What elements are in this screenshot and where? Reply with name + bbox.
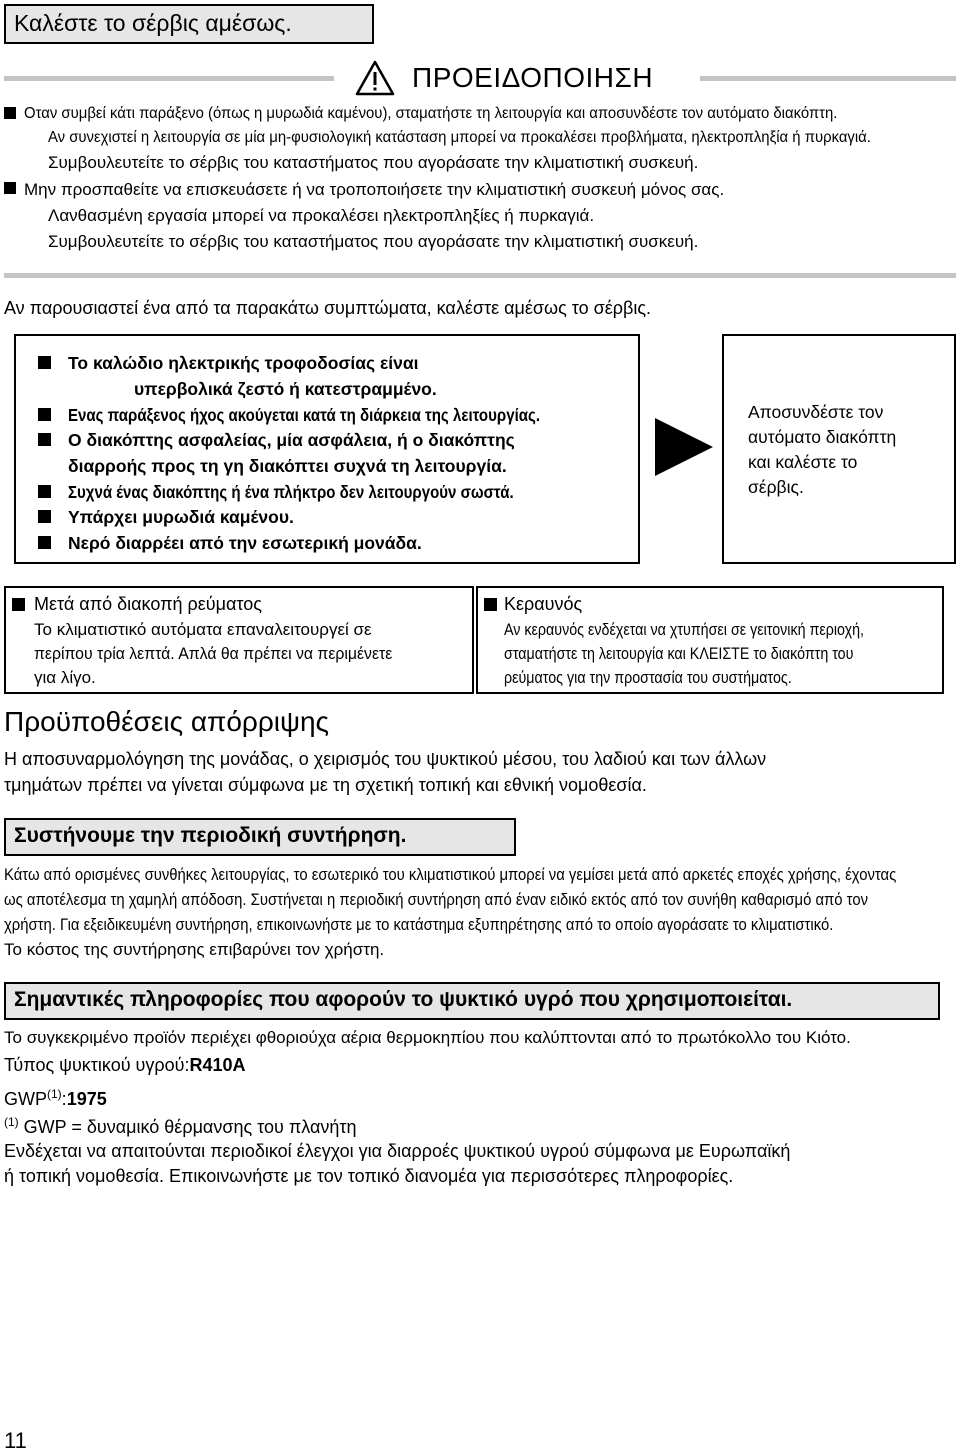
action-box (722, 334, 956, 564)
action-line-1: Αποσυνδέστε τον (748, 402, 884, 422)
warning-rule-right (700, 76, 956, 81)
symptom-5: Υπάρχει μυρωδιά καμένου. (68, 507, 294, 527)
symptom-1-icon (38, 356, 51, 375)
refrigerant-line-6: ή τοπική νομοθεσία. Επικοινωνήστε με τον τοπικό διανομέα για περισσότερες πληροφορίες. (4, 1166, 734, 1186)
action-line-4: σέρβις. (748, 477, 804, 497)
lightning-icon (484, 598, 497, 617)
disposal-line-1: Η αποσυναρμολόγηση της μονάδας, ο χειρισμός του ψυκτικού μέσου, του λαδιού και των άλλων (4, 749, 767, 769)
gwp-footnote-marker: (1) (47, 1087, 62, 1101)
power-cut-line-3: για λίγο. (34, 668, 96, 687)
maintenance-title-box (4, 818, 516, 856)
warning-bullet-1-icon (4, 107, 16, 125)
warning-bullet-2-line-1: Μην προσπαθείτε να επισκευάσετε ή να τροποποιήσετε την κλιματιστική συσκευή μόνος σας. (24, 180, 725, 199)
maintenance-cost: Το κόστος της συντήρησης επιβαρύνει τον χρήστη. (4, 940, 385, 959)
symptom-1-line-2: υπερβολικά ζεστό ή κατεστραμμένο. (134, 379, 437, 399)
page-number: 11 (4, 1428, 27, 1453)
power-cut-icon (12, 598, 25, 617)
lightning-line-2: σταματήστε τη λειτουργία και ΚΛΕΙΣΤΕ το διακόπτη του (504, 644, 854, 663)
symptom-2: Ενας παράξενος ήχος ακούγεται κατά τη διάρκεια της λειτουργίας. (68, 405, 541, 425)
refrigerant-title: Σημαντικές πληροφορίες που αφορούν το ψυκτικό υγρό που χρησιμοποιείται. (14, 988, 793, 1011)
warning-bullet-2-line-3: Συμβουλευτείτε το σέρβις του καταστήματος που αγοράσατε την κλιματιστική συσκευή. (48, 232, 699, 251)
power-cut-line-2: περίπου τρία λεπτά. Απλά θα πρέπει να περιμένετε (34, 644, 393, 663)
gwp-footnote-number: (1) (4, 1115, 19, 1129)
warning-rule-left (4, 76, 334, 81)
power-cut-title: Μετά από διακοπή ρεύματος (34, 594, 262, 614)
refrigerant-line-5: Ενδέχεται να απαιτούνται περιοδικοί έλεγχοι για διαρροές ψυκτικού υγρού σύμφωνα με Ευρωπαϊκή (4, 1141, 791, 1161)
maintenance-title: Συστήνουμε την περιοδική συντήρηση. (14, 824, 407, 847)
warning-bullet-2-icon (4, 182, 16, 200)
refrigerant-type (4, 1052, 246, 1078)
lightning-line-3: ρεύματος για την προστασία του συστήματος. (504, 668, 792, 687)
action-line-3: και καλέστε το (748, 452, 858, 472)
lightning-title: Κεραυνός (504, 594, 583, 614)
gwp-label: GWP (4, 1089, 47, 1109)
gwp-footnote (4, 1110, 357, 1139)
warning-bottom-rule (4, 273, 956, 278)
maintenance-line-2: ως αποτέλεσμα τη χαμηλή απόδοση. Συστήνεται η περιοδική συντήρηση από έναν ειδικό εκτός από τον συνήθη καθαρισμό από τον (4, 891, 869, 909)
symptom-6-icon (38, 536, 51, 555)
symptom-5-icon (38, 510, 51, 529)
symptom-2-icon (38, 408, 51, 427)
lightning-line-1: Αν κεραυνός ενδέχεται να χτυπήσει σε γειτονική περιοχή, (504, 620, 864, 639)
gwp-colon: : (61, 1089, 67, 1109)
gwp-footnote-text: GWP = δυναμικό θέρμανσης του πλανήτη (18, 1117, 357, 1137)
symptom-3-line-2: διαρροής προς τη γη διακόπτει συχνά τη λειτουργία. (68, 456, 507, 476)
gwp-value: 1975 (66, 1089, 107, 1109)
warning-bullet-1-line-1: Οταν συμβεί κάτι παράξενο (όπως η μυρωδιά καμένου), σταματήστε τη λειτουργία και αποσυνδέστε τον αυτόματο διακόπτη. (24, 105, 838, 122)
warning-bullet-1-line-3: Συμβουλευτείτε το σέρβις του καταστήματος που αγοράσατε την κλιματιστική συσκευή. (48, 153, 699, 172)
disposal-title: Προϋποθέσεις απόρριψης (4, 706, 330, 737)
page-header-title: Καλέστε το σέρβις αμέσως. (14, 10, 292, 36)
symptom-4: Συχνά ένας διακόπτης ή ένα πλήκτρο δεν λειτουργούν σωστά. (68, 482, 514, 502)
symptom-1-line-1: Το καλώδιο ηλεκτρικής τροφοδοσίας είναι (68, 353, 419, 373)
warning-triangle-icon (355, 60, 395, 96)
action-line-2: αυτόματο διακόπτη (748, 427, 897, 447)
symptoms-intro: Αν παρουσιαστεί ένα από τα παρακάτω συμπτώματα, καλέστε αμέσως το σέρβις. (4, 298, 652, 318)
refrigerant-line-1: Το συγκεκριμένο προϊόν περιέχει φθοριούχα αέρια θερμοκηπίου που καλύπτονται από το πρωτόκολλο του Κιότο. (4, 1028, 851, 1047)
refrigerant-title-box (4, 982, 940, 1020)
maintenance-line-1: Κάτω από ορισμένες συνθήκες λειτουργίας, το εσωτερικό του κλιματιστικού μπορεί να γεμίσει μετά από αρκετές εποχές χρήσης, έχοντας (4, 866, 897, 884)
warning-bullet-1-line-2: Αν συνεχιστεί η λειτουργία σε μία μη-φυσιολογική κατάσταση μπορεί να προκαλέσει προβλήματα, ηλεκτροπληξία ή πυρκαγιά. (48, 129, 871, 146)
warning-title: ΠΡΟΕΙΔΟΠΟΙΗΣΗ (412, 62, 654, 93)
power-cut-line-1: Το κλιματιστικό αυτόματα επαναλειτουργεί σε (34, 620, 372, 639)
symptom-6: Νερό διαρρέει από την εσωτερική μονάδα. (68, 533, 422, 553)
warning-bullet-2-line-2: Λανθασμένη εργασία μπορεί να προκαλέσει ηλεκτροπληξίες ή πυρκαγιά. (48, 206, 595, 225)
page-header (4, 4, 374, 44)
refrigerant-gwp (4, 1080, 107, 1113)
refrigerant-type-value: R410A (189, 1055, 246, 1075)
refrigerant-type-label: Τύπος ψυκτικού υγρού: (4, 1055, 190, 1075)
symptom-3-icon (38, 433, 51, 452)
symptom-3-line-1: Ο διακόπτης ασφαλείας, μία ασφάλεια, ή ο διακόπτης (68, 430, 515, 450)
arrow-right-icon (655, 418, 713, 476)
disposal-line-2: τμημάτων πρέπει να γίνεται σύμφωνα με τη σχετική τοπική και εθνική νομοθεσία. (4, 775, 647, 795)
maintenance-line-3: χρήστη. Για εξειδικευμένη συντήρηση, επικοινωνήστε με το κατάστημα εξυπηρέτησης από το οποίο αγοράσατε το κλιματιστικό. (4, 916, 834, 934)
symptom-4-icon (38, 485, 51, 504)
